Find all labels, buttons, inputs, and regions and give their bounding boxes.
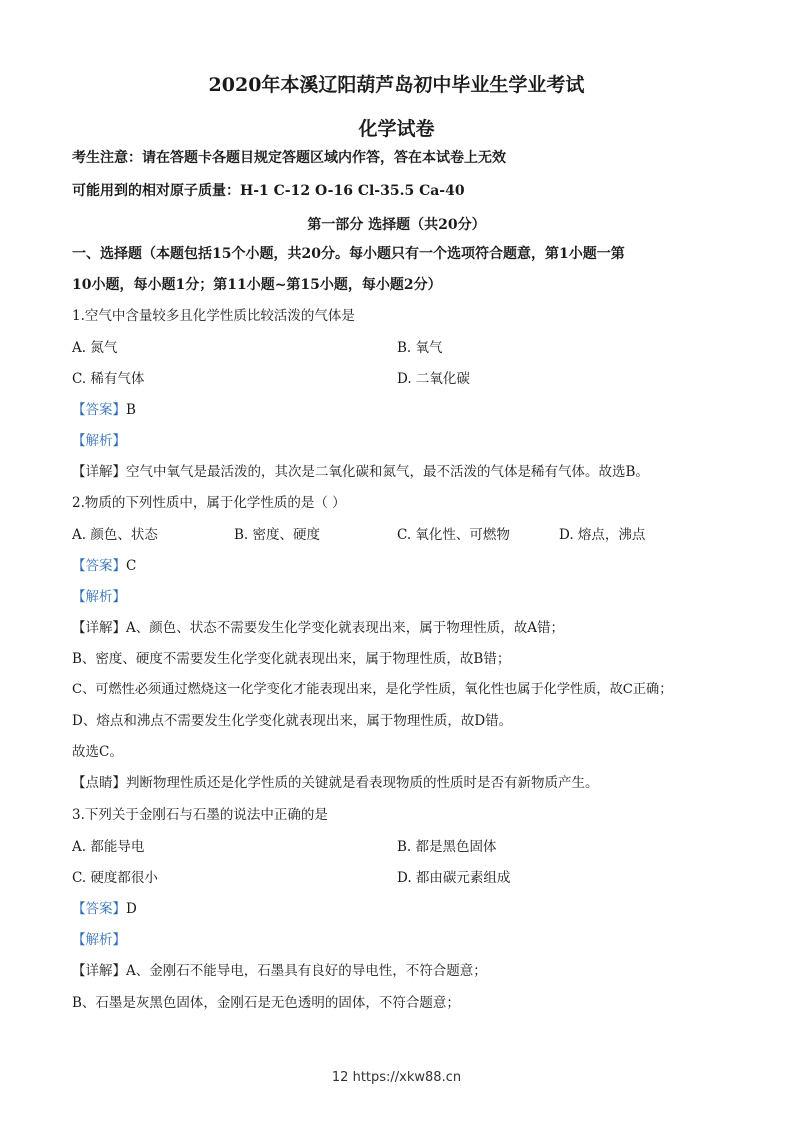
tip-label: 【点睛】 bbox=[72, 775, 126, 791]
question-1-analysis bbox=[72, 432, 126, 450]
question-3-stem: 3.下列关于金刚石与石墨的说法中正确的是 bbox=[72, 807, 328, 823]
question-2-detail-2: B、密度、硬度不需要发生化学变化就表现出来，属于物理性质，故B错； bbox=[72, 651, 511, 667]
question-2-option-c: C. 氧化性、可燃物 bbox=[397, 527, 510, 543]
page-title: 2020年本溪辽阳葫芦岛初中毕业生学业考试 bbox=[208, 74, 585, 96]
page-subtitle: 化学试卷 bbox=[358, 118, 435, 140]
question-2-option-d: D. 熔点，沸点 bbox=[559, 527, 646, 543]
question-2-detail-4: D、熔点和沸点不需要发生化学变化就表现出来，属于物理性质，故D错。 bbox=[72, 713, 513, 729]
question-2-answer bbox=[72, 557, 136, 575]
question-1-option-d: D. 二氧化碳 bbox=[397, 371, 470, 387]
analysis-label: 【解析】 bbox=[72, 932, 126, 948]
tip-text: 判断物理性质还是化学性质的关键就是看表现物质的性质时是否有新物质产生。 bbox=[126, 775, 599, 791]
section-instruction-2: 10小题，每小题1分；第11小题~第15小题，每小题2分） bbox=[72, 277, 442, 293]
detail-text: A、金刚石不能导电，石墨具有良好的导电性，不符合题意； bbox=[126, 963, 487, 979]
question-2-option-a: A. 颜色、状态 bbox=[72, 527, 158, 543]
question-3-option-c: C. 硬度都很小 bbox=[72, 870, 158, 886]
question-2-detail-1 bbox=[72, 619, 564, 637]
detail-label: 【详解】 bbox=[72, 963, 126, 979]
question-1-detail bbox=[72, 463, 649, 481]
question-2-detail-5: 故选C。 bbox=[72, 744, 123, 760]
question-1-stem: 1.空气中含量较多且化学性质比较活泼的气体是 bbox=[72, 308, 355, 324]
answer-value: D bbox=[126, 901, 137, 917]
detail-label: 【详解】 bbox=[72, 620, 126, 636]
question-3-option-b: B. 都是黑色固体 bbox=[397, 839, 497, 855]
analysis-label: 【解析】 bbox=[72, 589, 126, 605]
question-3-option-a: A. 都能导电 bbox=[72, 839, 145, 855]
page-footer: 12 https://xkw88.cn bbox=[331, 1070, 462, 1085]
detail-text: A、颜色、状态不需要发生化学变化就表现出来，属于物理性质，故A错； bbox=[126, 620, 564, 636]
question-1-answer bbox=[72, 401, 136, 419]
exam-notice: 考生注意：请在答题卡各题目规定答题区域内作答，答在本试卷上无效 bbox=[72, 150, 506, 166]
question-2-tip bbox=[72, 774, 599, 792]
detail-text: 空气中氧气是最活泼的，其次是二氧化碳和氮气，最不活泼的气体是稀有气体。故选B。 bbox=[126, 464, 649, 480]
question-2-analysis bbox=[72, 588, 126, 606]
part-heading: 第一部分 选择题（共20分） bbox=[307, 217, 486, 233]
answer-value: B bbox=[126, 402, 136, 418]
question-2-detail-3: C、可燃性必须通过燃烧这一化学变化才能表现出来，是化学性质，氧化性也属于化学性质，故C正确； bbox=[72, 682, 673, 697]
question-1-option-c: C. 稀有气体 bbox=[72, 371, 145, 387]
answer-label: 【答案】 bbox=[72, 402, 126, 418]
atomic-masses: 可能用到的相对原子质量：H-1 C-12 O-16 Cl-35.5 Ca-40 bbox=[72, 183, 465, 199]
detail-label: 【详解】 bbox=[72, 464, 126, 480]
question-1-option-b: B. 氧气 bbox=[397, 340, 443, 356]
question-3-option-d: D. 都由碳元素组成 bbox=[397, 870, 511, 886]
question-3-answer bbox=[72, 900, 137, 918]
answer-value: C bbox=[126, 558, 137, 574]
analysis-label: 【解析】 bbox=[72, 433, 126, 449]
section-instruction-1: 一、选择题（本题包括15个小题，共20分。每小题只有一个选项符合题意，第1小题一第 bbox=[72, 246, 625, 262]
question-3-detail-1 bbox=[72, 962, 487, 980]
question-3-analysis bbox=[72, 931, 126, 949]
question-1-option-a: A. 氮气 bbox=[72, 340, 118, 356]
question-2-option-b: B. 密度、硬度 bbox=[234, 527, 321, 543]
question-3-detail-2: B、石墨是灰黑色固体，金刚石是无色透明的固体，不符合题意； bbox=[72, 995, 460, 1011]
answer-label: 【答案】 bbox=[72, 558, 126, 574]
question-2-stem: 2.物质的下列性质中，属于化学性质的是（ ） bbox=[72, 495, 346, 511]
answer-label: 【答案】 bbox=[72, 901, 126, 917]
